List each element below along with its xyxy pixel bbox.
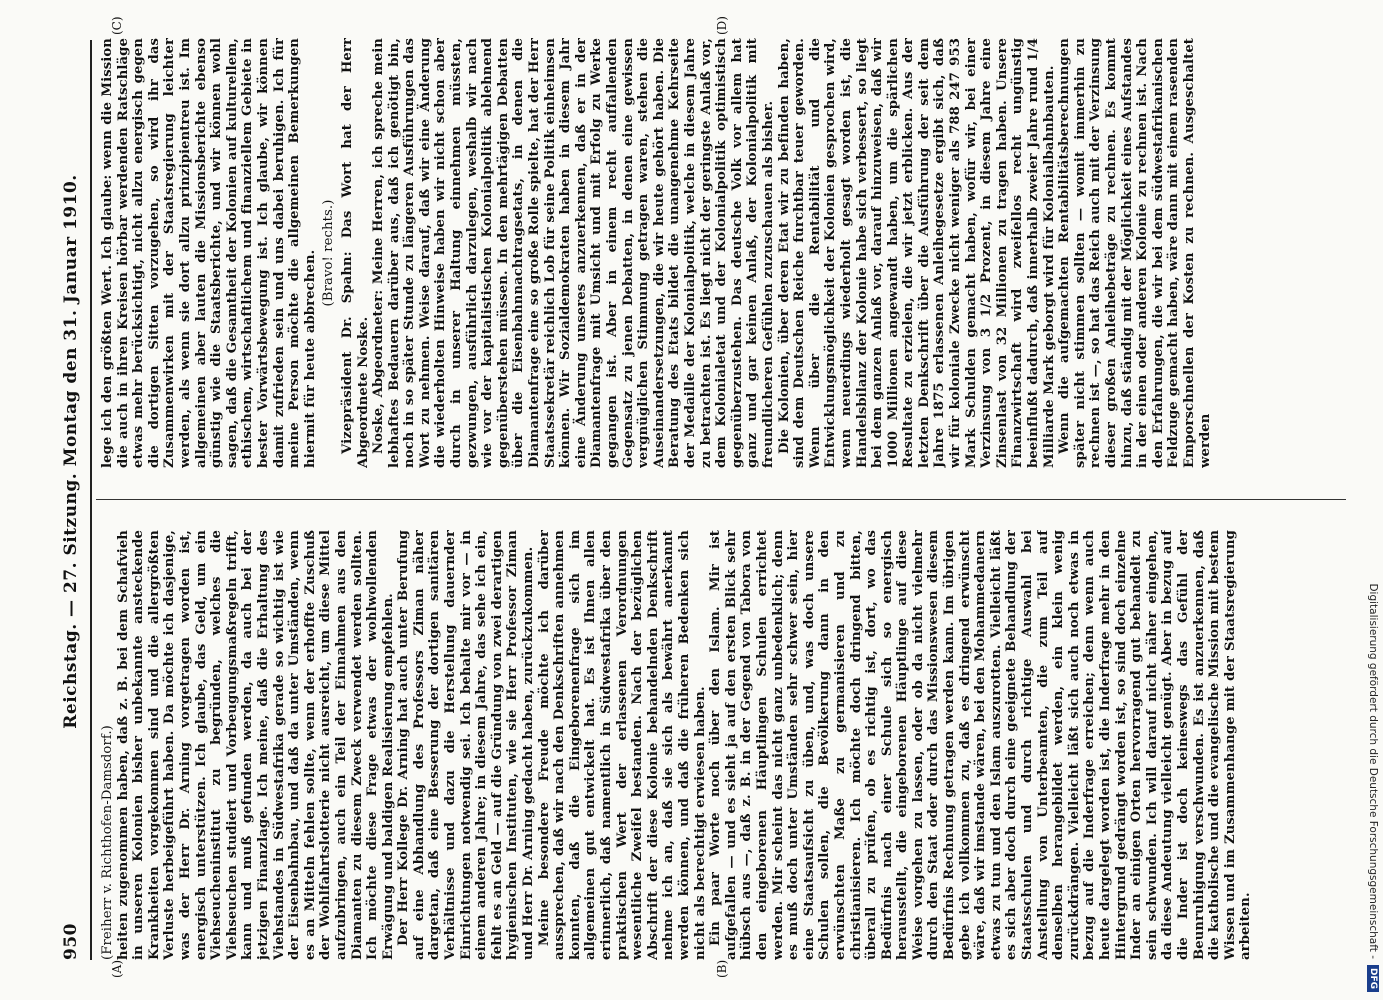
paragraph: Ein paar Worte noch über den Islam. Mir ist aufgefallen — und es sieht ja auf den ersten Blick sehr hübsch aus —, daß z. B. in der Gegend von Tabora von den eingeborenen Häuptlingen Schulen errichtet werden. Mir scheint das nicht ganz unbedenklich; denn es muß doch unter Umständen sehr schwer sein, hier eine Staatsaufsicht zu üben, und, was doch unsere Schulen sollen, die Bevölkerung dann in den erwünschten Maße zu germanisieren und zu christianisieren. Ich möchte doch dringend bitten, überall zu prüfen, ob es richtig ist, dort, wo das Bedürfnis nach einer Schule sich so energisch herausstellt, die eingeborenen Häuptlinge auf diese Weise vorgehen zu lassen, oder ob da nicht vielmehr durch den Staat oder durch das Missionswesen diesem Bedürfnis Rechnung getragen werden kann. Im übrigen gebe ich vollkommen zu, daß es dringend erwünscht wäre, daß wir imstande wären, bei den Mohammedanern etwas zu tun und den Islam auszurotten. Vielleicht läßt es sich aber doch durch eine geeignete Behandlung der Staatsschulen und durch richtige Auswahl bei Anstellung von Unterbeamten, die zum Teil auf denselben herangebildet werden, ein klein wenig zurückdrängen. Vielleicht läßt sich auch noch etwas in bezug auf die Inderfrage erreichen; denn wenn auch heute dargelegt worden ist, die Inderfrage mehr in den Hintergrund gedrängt worden ist, so sind doch einzelne Inder an einigen Orten hervorragend gut behandelt zu sein schwunden. Ich will darauf nicht näher eingehen, da diese Andeutung vielleicht genügt. Aber in bezug auf die Inder ist doch keineswegs das Gefühl der Beunruhigung verschwunden. Es ist anzuerkennen, daß die katholische und die evangelische Mission mit bestem Wissen und im Zusammenhange mit der Staatsregierung arbeiten. — [708, 530, 1254, 960]
paragraph: Vizepräsident Dr. Spahn: Das Wort hat der Herr Abgeordnete Noske. — [339, 38, 371, 468]
margin-marker-b: (B) — [715, 959, 729, 978]
margin-marker-d: (D) — [715, 16, 729, 35]
page-header — [58, 40, 84, 960]
speaker-tag: (Freiherr v. Richthofen-Damsdorf.) — [100, 725, 115, 960]
paragraph: Wenn die aufgemachten Rentabilitätsberechnungen später nicht stimmen sollten — womit immerhin zu rechnen ist —, so hat das Reich auch mit der Verzinsung dieser großen Anleihebeträge zu rechnen. Es kommt hinzu, daß ständig mit der Möglichkeit eines Aufstandes in der einen oder anderen Kolonie zu rechnen ist. Nach den Erfahrungen, die wir bei dem südwestafrikanischen Feldzuge gemacht haben, wäre dann mit einem rasenden Emporschnellen der Kosten zu rechnen. Ausgeschaltet werden — [1057, 38, 1213, 468]
left-column — [100, 530, 1340, 960]
paragraph: Noske, Abgeordneter: Meine Herren, ich spreche mein lebhaftes Bedauern darüber aus, daß ich genötigt bin, noch in so später Stunde zu längeren Ausführungen das Wort zu nehmen. Weise darauf, daß wir eine Änderung die wiederholten Hinweise haben wir nicht schon aber durch in unserer Haltung einnehmen müssten, gezwungen, ausführlich darzulegen, weshalb wir nach wie vor der kapitalistischen Kolonialpolitik ablehnend gegenüberstehen müssen. In den mehrtägigen Debatten über die Eisenbahnnachtragsetats, in denen die Diamantenfrage eine so große Rolle spielte, hat der Herr Staatssekretär reichlich Lob für seine Politik einheimsen können. Wir Sozialdemokraten haben in diesem Jahr eine Änderung unseres anzuerkennen, daß er in der Diamantenfrage mit Umsicht und mit Erfolg zu Werke gegangen ist. Aber in einem recht auffallenden Gegensatz zu jenen Debatten, in denen eine gewissen vergnüglichen Stimmung getragen waren, stehen die Auseinandersetzungen, die wir heute gehört haben. Die Beratung des Etats bildet die unangenehme Kehrseite der Medaille der Kolonialpolitik, welche in diesem Jahre zu betrachten ist. Es liegt nicht der geringste Anlaß vor, dem Kolonialetat und der Kolonialpolitik optimistisch gegenüberzustehen. Das deutsche Volk vor allem hat ganz und gar keinen Anlaß, der Kolonialpolitik mit freundlicheren Gefühlen zuzuschauen als bisher. — [371, 38, 776, 468]
digitization-credit — [1362, 8, 1383, 992]
applause-note: (Bravo! rechts.) — [321, 199, 337, 307]
right-column — [100, 38, 1340, 468]
paragraph: Die Kolonien, über deren Etat wir zu befinden haben, sind dem Deutschen Reiche furchtbar teuer geworden. Wenn über die Rentabilität und die Entwicklungsmöglichkeit der Kolonien gesprochen wird, wenn neuerdings wiederholt gesagt worden ist, die Handelsbilanz der Kolonie habe sich verbessert, so liegt bei dem ganzen Anlaß vor, darauf hinzuweisen, daß wir 1000 Millionen angewandt haben, um die spärlichen Resultate zu erzielen, die wir jetzt erblicken. Aus der letzten Denkschrift über die Ausführung der seit dem Jahre 1875 erlassenen Anleihegesetze ergibt sich, daß wir für koloniale Zwecke nicht weniger als 788 247 953 Mark Schulden gemacht haben, wofür wir, bei einer Verzinsung von 3 1/2 Prozent, in diesem Jahre eine Zinsenlast von 32 Millionen zu tragen haben. Unsere Finanzwirtschaft wird zweifellos recht ungünstig beeinflußt dadurch, daß innerhalb zweier Jahre rund 1/4 Milliarde Mark geborgt wird für Kolonialbahnbauten. — [776, 38, 1057, 468]
credit-text: Digitalisierung gefördert durch die Deutsche Forschungsgemeinschaft - — [1367, 583, 1379, 959]
running-title: Reichstag. — 27. Sitzung. Montag den 31. Januar 1910. — [61, 174, 81, 729]
column-divider — [96, 499, 1346, 500]
header-rule — [90, 40, 92, 960]
margin-marker-a: (A) — [110, 959, 124, 978]
paragraph: Der Herr Kollege Dr. Arning hat auch unter Berufung auf eine Abhandlung des Professors Ziman näher dargetan, daß eine Besserung der dortigen sanitären Verhältnisse und dazu die Herstellung dauernder Einrichtungen notwendig sei. Ich behalte mir vor — in einem anderen Jahre; in diesem Jahre, das sehe ich ein, fehlt es an Geld — auf die Gründung von zwei derartigen hygienischen Instituten, wie sie Herr Professor Ziman und Herr Dr. Arning gedacht haben, zurückzukommen. — [396, 530, 537, 960]
paragraph: lege ich den größten Wert. Ich glaube: wenn die Mission die auch in ihren Kreisen hörbar werdenden Ratschläge etwas mehr berücksichtigt, nicht allzu energisch gegen die dortigen Sitten vorzugehen, so wird ihr das Zusammenwirken mit der Staatsregierung leichter werden, als wenn sie dort allzu prinzipientreu ist. Im allgemeinen aber lauten die Missionsberichte ebenso günstig wie die Staatsberichte, und wir können wohl sagen, daß die Gesamtheit der Kolonien auf kulturellem, ethischem, wirtschaftlichem und finanziellem Gebiete in bester Vorwärtsbewegung ist. Ich glaube, wir können damit zufrieden sein und uns dabei beruhigen. Ich für meine Person möchte die allgemeinen Bemerkungen hiermit für heute abbrechen. — [100, 38, 318, 468]
paragraph: Meine besondere Freude möchte ich darüber aussprechen, daß wir nach den Denkschriften annehmen konnten, daß die Eingeborenenfrage sich im allgemeinen gut entwickelt hat. Es ist Ihnen allen erinnerlich, daß namentlich in Südwestafrika über den praktischen Wert der erlassenen Verordnungen wesentliche Zweifel bestanden. Nach der bezüglichen Abschrift der diese Kolonie behandelnden Denkschrift nehme ich an, daß sie sich als bewährt anerkannt werden können, und daß die früheren Bedenken sich nicht als berechtigt erwiesen haben. — [536, 530, 708, 960]
page-number: 950 — [61, 923, 81, 960]
paragraph: heiten zugenommen haben, daß z. B. bei dem Schafvieh in unseren Kolonien bisher unbekannte ansteckende Krankheiten vorgekommen sind und die allergrößten Verluste herbeigeführt haben. Da möchte ich dasjenige, was der Herr Dr. Arning vorgetragen worden ist, energisch unterstützen. Ich glaube, das Geld, um ein Viehseucheninstitut zu begründen, welches die Viehseuchen studiert und Vorbeugungsmaßregeln trifft, kann und muß gefunden werden, da auch bei der jetzigen Finanzlage. Ich meine, daß die Erhaltung des Viehstandes in Südwestafrika gerade so wichtig ist wie der Eisenbahnbau, und daß da unter Umständen, wenn es an Mitteln fehlen sollte, wenn der erhoffte Zuschuß der Wohlfahrtslotterie nicht ausreicht, um diese Mittel aufzubringen, auch ein Teil der Einnahmen aus den Diamanten zu diesem Zweck verwendet werden sollten. Ich möchte diese Frage etwas der wohlwollenden Erwägung und baldigen Realisierung empfehlen. — [115, 530, 396, 960]
margin-marker-c: (C) — [110, 16, 124, 35]
dfg-logo: DFG — [1367, 965, 1379, 992]
